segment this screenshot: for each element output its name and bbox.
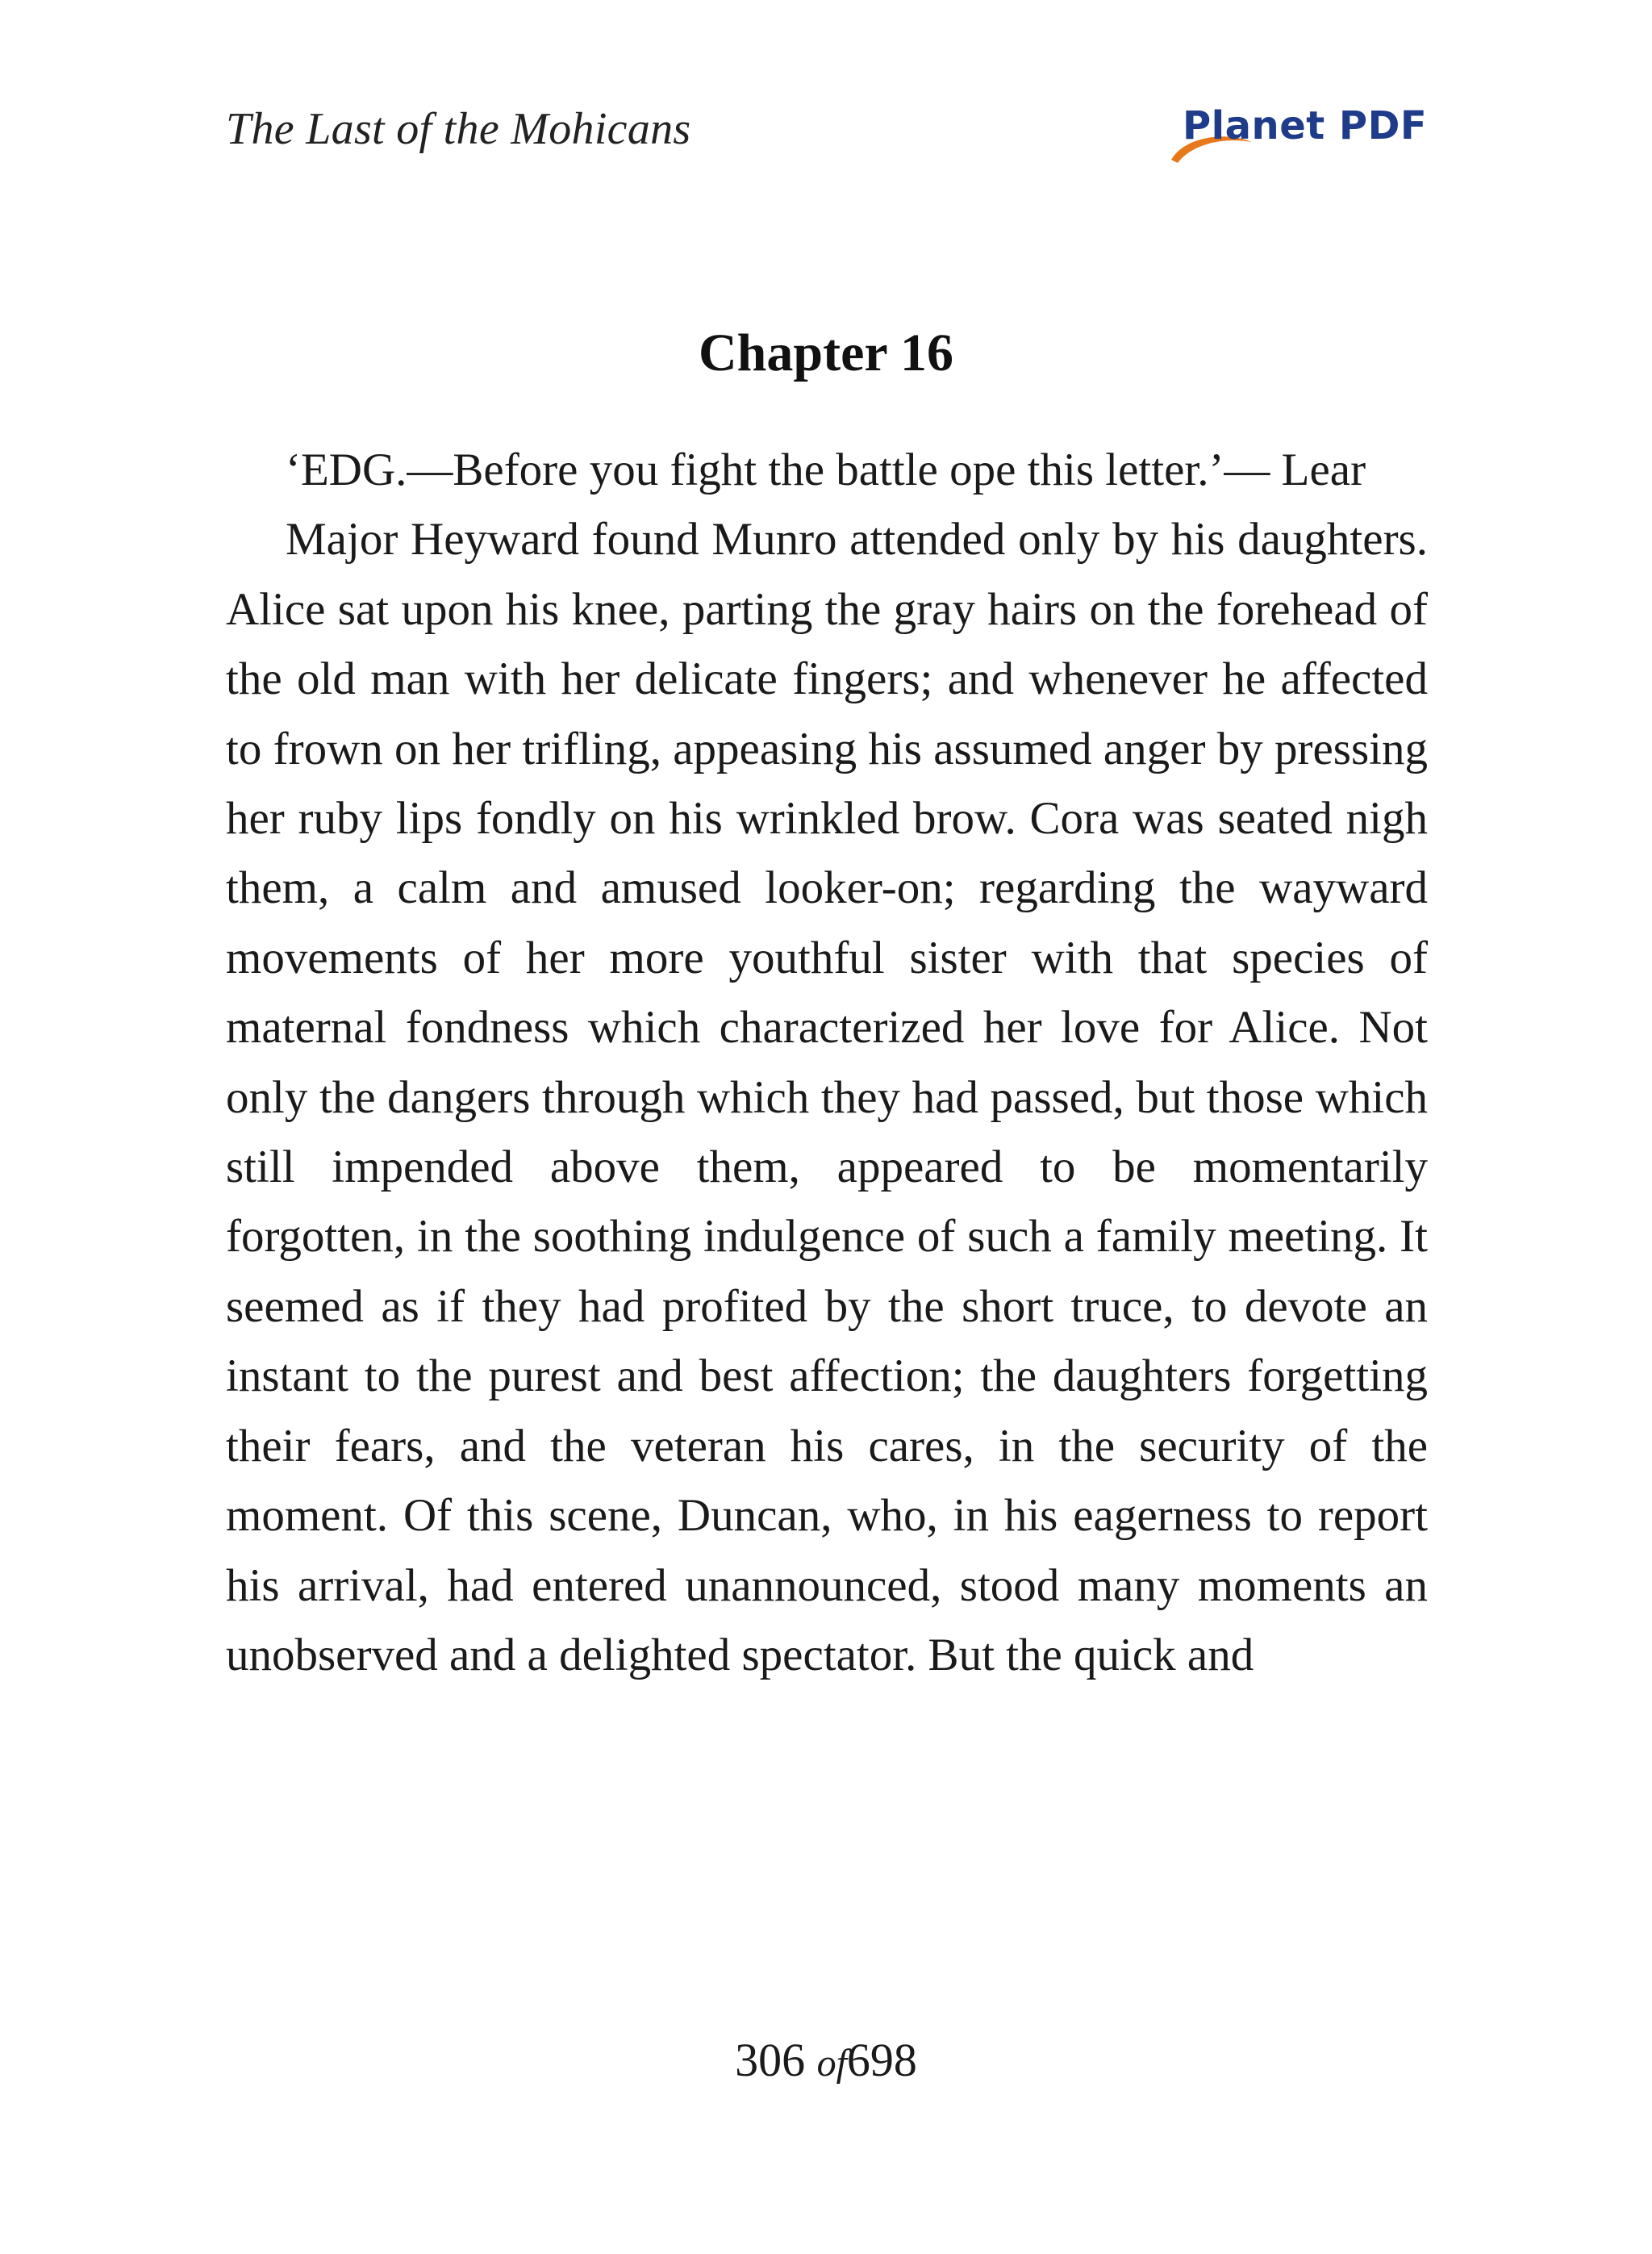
planet-pdf-logo	[1168, 103, 1426, 168]
epigraph-paragraph: ‘EDG.—Before you fight the battle ope this letter.’— Lear	[286, 445, 1366, 495]
page-number	[0, 2033, 1652, 2087]
body-paragraph: Major Heyward found Munro attended only by his daughters. Alice sat upon his knee, parting the gray hairs on the forehead of the old man with her delicate fingers; and whenever he affected to frown on her trifling, appeasing his assumed anger by pressing her ruby lips fondly on his wrinkled brow. Cora was seated nigh them, a calm and amused looker-on; regarding the wayward movements of her more youthful sister with that species of maternal fondness which characterized her love for Alice. Not only the dangers through which they had passed, but those which still impended above them, appeared to be momentarily forgotten, in the soothing indulgence of such a family meeting. It seemed as if they had profited by the short truce, to devote an instant to the purest and best affection; the daughters forgetting their fears, and the veteran his cares, in the security of the moment. Of this scene, Duncan, who, in his eagerness to report his arrival, had entered unannounced, stood many moments an unobserved and a delighted spectator. But the quick and	[226, 514, 1428, 1680]
current-page: 306	[735, 2034, 806, 2086]
chapter-title: Chapter 16	[699, 323, 953, 382]
logo-text: Planet PDF	[1183, 103, 1428, 148]
total-pages: 698	[846, 2034, 917, 2086]
page-of-label: of	[816, 2042, 847, 2085]
book-title: The Last of the Mohicans	[226, 104, 691, 154]
chapter-body	[226, 436, 1428, 1690]
page-header	[0, 0, 1652, 194]
